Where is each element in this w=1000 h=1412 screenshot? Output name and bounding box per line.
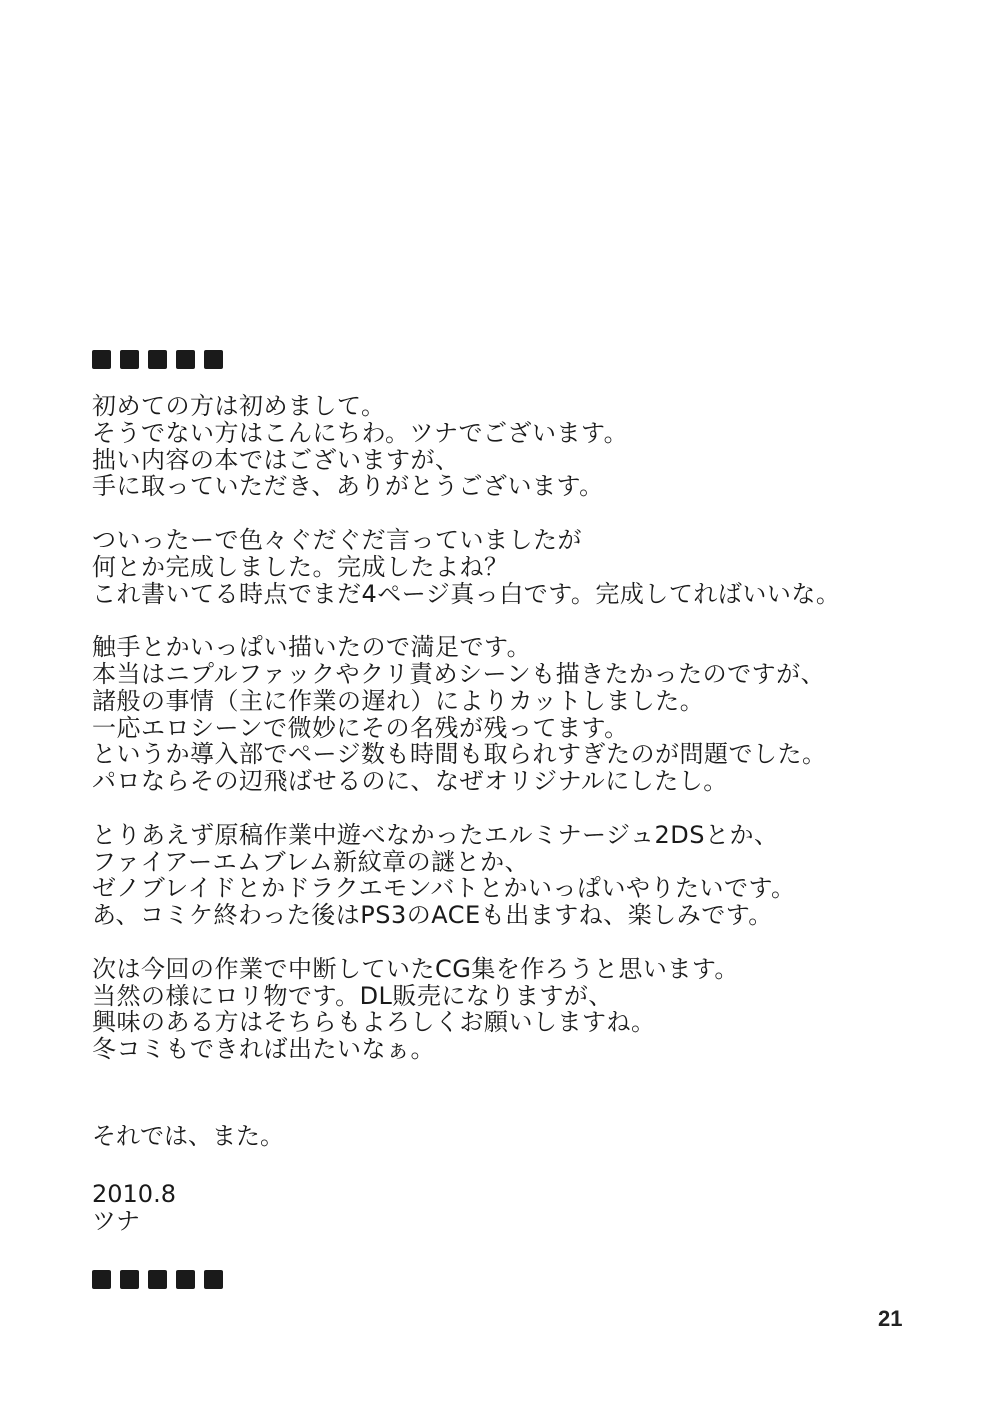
signature-block: [92, 1181, 176, 1235]
text-line: 当然の様にロリ物です。DL販売になりますが、: [92, 981, 613, 1010]
censor-block: [92, 350, 111, 369]
date: 2010.8: [92, 1180, 176, 1208]
text-line: ゼノブレイドとかドラクエモンバトとかいっぱいやりたいです。: [92, 874, 796, 903]
text-line: あ、コミケ終わった後はPS3のACEも出ますね、楽しみです。: [92, 901, 773, 930]
text-line: 手に取っていただき、ありがとうございます。: [92, 472, 604, 501]
footer-censor-marks: [92, 1270, 223, 1289]
afterword-body: [92, 393, 932, 1063]
page-number: 21: [878, 1306, 903, 1331]
text-line: 冬コミもできれば出たいなぁ。: [92, 1035, 435, 1064]
text-line: 何とか完成しました。完成したよね？: [92, 552, 509, 581]
censor-block: [120, 1270, 139, 1289]
censor-block: [148, 1270, 167, 1289]
text-line: 興味のある方はそちらもよろしくお願いしますね。: [92, 1008, 656, 1037]
paragraph-greeting: [92, 393, 932, 500]
censor-block: [204, 1270, 223, 1289]
paragraph-content: [92, 634, 932, 795]
paragraph-completion: [92, 527, 932, 607]
text-line: ついったーで色々ぐだぐだ言っていましたが: [92, 525, 582, 554]
text-line: 一応エロシーンで微妙にその名残が残ってます。: [92, 713, 629, 742]
text-line: 触手とかいっぱい描いたので満足です。: [92, 633, 532, 662]
text-line: ファイアーエムブレム新紋章の謎とか、: [92, 847, 530, 876]
text-line: パロならその辺飛ばせるのに、なぜオリジナルにしたし。: [92, 767, 728, 796]
text-line: とりあえず原稿作業中遊べなかったエルミナージュ2DSとか、: [92, 820, 779, 849]
paragraph-next-work: [92, 956, 932, 1063]
text-line: そうでない方はこんにちわ。ツナでございます。: [92, 418, 629, 447]
text-line: 諸般の事情（主に作業の遅れ）によりカットしました。: [92, 686, 705, 715]
signoff: それでは、また。: [92, 1122, 284, 1150]
header-censor-marks: [92, 350, 223, 369]
paragraph-games: [92, 822, 932, 929]
censor-block: [120, 350, 139, 369]
author-name: ツナ: [92, 1207, 140, 1235]
censor-block: [176, 350, 195, 369]
censor-block: [204, 350, 223, 369]
censor-block: [176, 1270, 195, 1289]
text-line: 次は今回の作業で中断していたCG集を作ろうと思います。: [92, 954, 739, 983]
censor-block: [148, 350, 167, 369]
text-line: というか導入部でページ数も時間も取られすぎたのが問題でした。: [92, 740, 827, 769]
text-line: これ書いてる時点でまだ4ページ真っ白です。完成してればいいな。: [92, 579, 841, 608]
text-line: 拙い内容の本ではございますが、: [92, 445, 460, 474]
text-line: 本当はニプルファックやクリ責めシーンも描きたかったのですが、: [92, 659, 826, 688]
text-line: 初めての方は初めまして。: [92, 392, 386, 420]
censor-block: [92, 1270, 111, 1289]
